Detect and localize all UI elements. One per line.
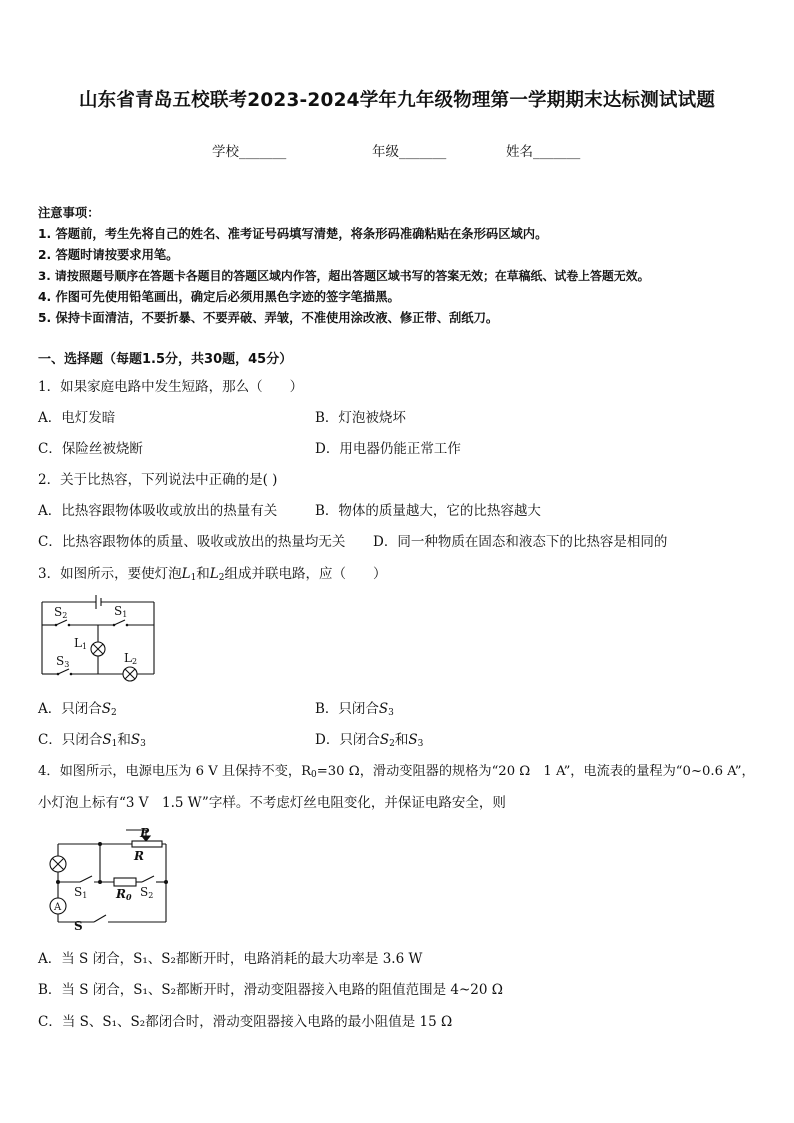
- q4-option-c: C．当 S、S₁、S₂都闭合时，滑动变阻器接入电路的最小阻值是 15 Ω: [38, 1014, 453, 1030]
- svg-text:S2: S2: [140, 885, 154, 900]
- q3-option-c: C．只闭合$S_1$和$S_3$: [38, 732, 146, 749]
- q1-option-a: A．电灯发暗: [38, 410, 116, 426]
- svg-text:P: P: [140, 826, 150, 840]
- q1-option-b: B．灯泡被烧坏: [315, 410, 406, 426]
- section-heading: 一、选择题（每题1.5分，共30题，45分）: [38, 352, 293, 367]
- q4-option-b: B．当 S 闭合，S₁、S₂都断开时，滑动变阻器接入电路的阻值范围是 4~20 Ω: [38, 982, 503, 998]
- svg-text:A: A: [54, 902, 62, 913]
- svg-text:R: R: [134, 849, 144, 863]
- grade-field: 年级_______: [372, 144, 447, 160]
- name-field: 姓名_______: [506, 144, 581, 160]
- notice-heading: 注意事项：: [38, 206, 100, 220]
- svg-text:S1: S1: [74, 885, 88, 900]
- notice-item: 1. 答题前，考生先将自己的姓名、准考证号码填写清楚，将条形码准确粘贴在条形码区域内。: [38, 227, 548, 241]
- svg-text:S2: S2: [54, 605, 68, 620]
- q1-stem: 1．如果家庭电路中发生短路，那么（ ）: [38, 379, 304, 395]
- svg-text:R0: R0: [116, 887, 132, 902]
- q4-option-a: A．当 S 闭合，S₁、S₂都断开时，电路消耗的最大功率是 3.6 W: [38, 951, 423, 967]
- q3-option-d: D．只闭合$S_2$和$S_3$: [315, 732, 424, 749]
- q1-option-d: D．用电器仍能正常工作: [315, 441, 461, 457]
- q2-option-d: D．同一种物质在固态和液态下的比热容是相同的: [373, 534, 668, 550]
- svg-text:L2: L2: [124, 651, 138, 666]
- q3-option-a: A．只闭合$S_2$: [38, 701, 117, 718]
- notice-item: 2. 答题时请按要求用笔。: [38, 248, 179, 262]
- svg-text:S1: S1: [114, 604, 128, 619]
- svg-text:S3: S3: [56, 654, 70, 669]
- notice-item: 5. 保持卡面清洁，不要折暴、不要弄破、弄皱，不准使用涂改液、修正带、刮纸刀。: [38, 311, 499, 325]
- svg-text:S: S: [74, 919, 83, 932]
- notice-item: 3. 请按照题号顺序在答题卡各题目的答题区域内作答，超出答题区域书写的答案无效；在草稿纸、试卷上答题无效。: [38, 269, 650, 283]
- q4-stem-line2: 小灯泡上标有“3 V 1.5 W”字样。不考虑灯丝电阻变化，并保证电路安全，则: [38, 795, 506, 811]
- q2-option-a: A．比热容跟物体吸收或放出的热量有关: [38, 503, 278, 519]
- q2-option-b: B．物体的质量越大，它的比热容越大: [315, 503, 541, 519]
- q4-stem-line1: 4．如图所示，电源电压为 6 V 且保持不变，$R_0=30$ Ω，滑动变阻器的规格为“20 Ω 1 A”，电流表的量程为“0~0.6 A”，: [38, 764, 755, 780]
- q3-stem: 3．如图所示，要使灯泡$L_1$和$L_2$组成并联电路，应（ ）: [38, 566, 387, 583]
- q2-option-c: C．比热容跟物体的质量、吸收或放出的热量均无关: [38, 534, 346, 550]
- notice-block: [38, 203, 649, 329]
- page-title: 山东省青岛五校联考2023-2024学年九年级物理第一学期期末达标测试试题: [78, 90, 716, 111]
- school-field: 学校_______: [212, 144, 287, 160]
- q2-stem: 2．关于比热容，下列说法中正确的是( ): [38, 472, 278, 488]
- q4-circuit-diagram: [36, 822, 176, 932]
- q3-option-b: B．只闭合$S_3$: [315, 701, 394, 718]
- q3-circuit-diagram: [36, 592, 160, 688]
- svg-text:L1: L1: [74, 636, 88, 651]
- q1-option-c: C．保险丝被烧断: [38, 441, 143, 457]
- notice-item: 4. 作图可先使用铅笔画出，确定后必须用黑色字迹的签字笔描黑。: [38, 290, 400, 304]
